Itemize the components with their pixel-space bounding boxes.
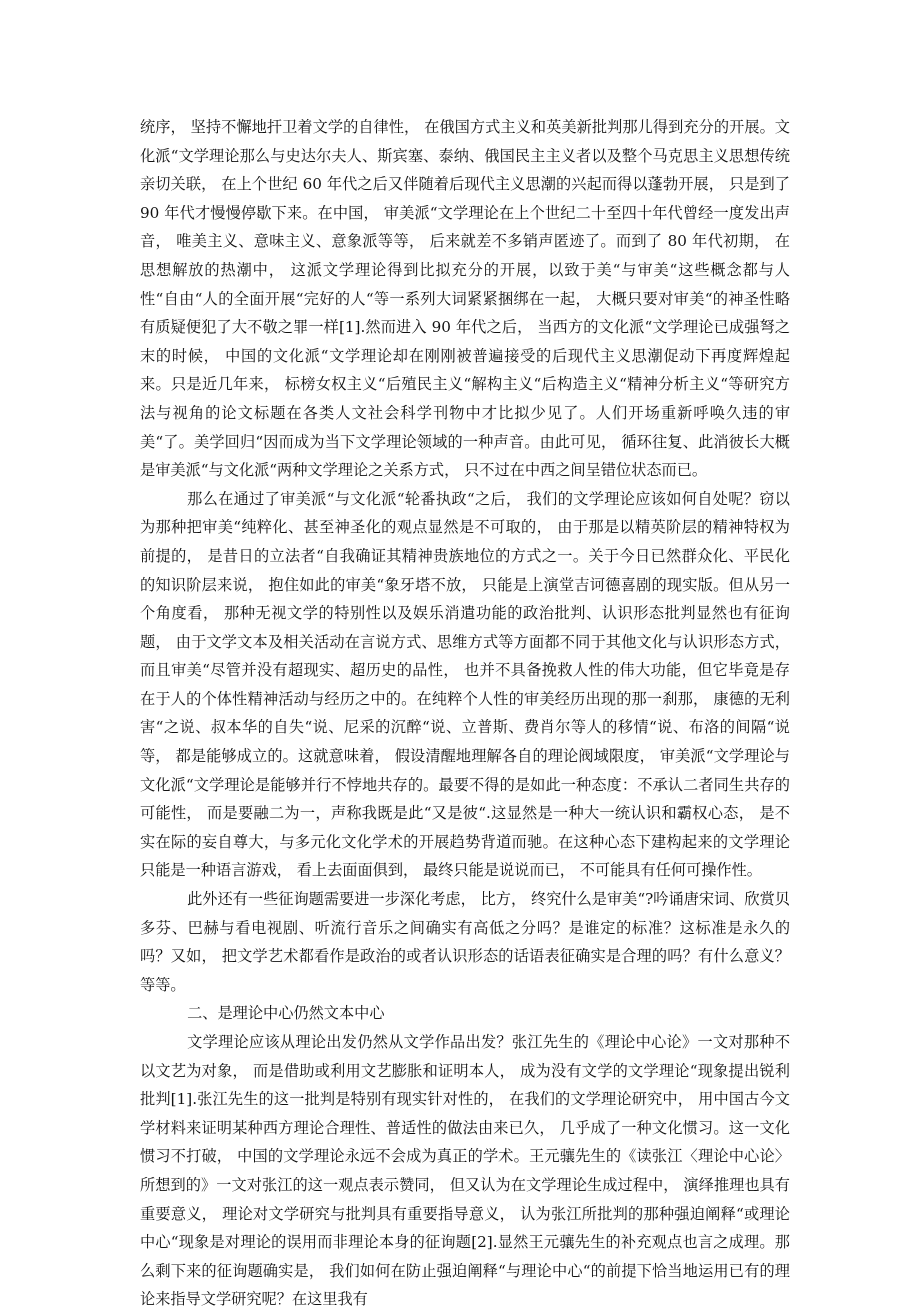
- paragraph: 此外还有一些征询题需要进一步深化考虑， 比方， 终究什么是审美“?吟诵唐宋词、欣赏贝多芬、巴赫与看电视剧、听流行音乐之间确实有高低之分吗？是谁定的标准？这标准是永久的吗？又如， 把文学艺术都看作是政治的或者认识形态的话语表征确实是合理的吗？有什么意义？等等。: [140, 890, 790, 994]
- paragraph: 统序， 坚持不懈地扞卫着文学的自律性， 在俄国方式主义和英美新批判那儿得到充分的开展。文化派“文学理论那么与史达尔夫人、斯宾塞、泰纳、俄国民主主义者以及整个马克思主义思想传统亲切关联， 在上个世纪 60 年代之后又伴随着后现代主义思潮的兴起而得以蓬勃开展， 只是到了 90 年代才慢慢停歇下来。在中国， 审美派“文学理论在上个世纪二十至四十年代曾经一度发出声音， 唯美主义、意味主义、意象派等等， 后来就差不多销声匿迹了。而到了 80 年代初期， 在思想解放的热潮中， 这派文学理论得到比拟充分的开展，以致于美“与审美“这些概念都与人性“自由“人的全面开展“完好的人“等一系列大词紧紧捆绑在一起， 大概只要对审美“的神圣性略有质疑便犯了大不敬之罪一样[1].然而进入 90 年代之后， 当西方的文化派“文学理论已成强弩之末的时候， 中国的文化派“文学理论却在刚刚被普遍接受的后现代主义思潮促动下再度辉煌起来。只是近几年来， 标榜女权主义“后殖民主义“解构主义“后构造主义“精神分析主义“等研究方法与视角的论文标题在各类人文社会科学刊物中才比拟少见了。人们开场重新呼唤久违的审美“了。美学回归“因而成为当下文学理论领域的一种声音。由此可见， 循环往复、此消彼长大概是审美派“与文化派“两种文学理论之关系方式， 只不过在中西之间呈错位状态而已。: [140, 118, 790, 480]
- document-page: [140, 113, 790, 1314]
- paragraph: 文学理论应该从理论出发仍然从文学作品出发？张江先生的《理论中心论》一文对那种不以文艺为对象， 而是借助或利用文艺膨胀和证明本人， 成为没有文学的文学理论“现象提出锐利批判[1].张江先生的这一批判是特别有现实针对性的， 在我们的文学理论研究中， 用中国古今文学材料来证明某种西方理论合理性、普适性的做法由来已久， 几乎成了一种文化惯习。这一文化惯习不打破， 中国的文学理论永远不会成为真正的学术。王元骧先生的《读张江〈理论中心论〉所想到的》一文对张江的这一观点表示赞同， 但又认为在文学理论生成过程中， 演绎推理也具有重要意义， 理论对文学研究与批判具有重要指导意义， 认为张江所批判的那种强迫阐释“或理论中心“现象是对理论的误用而非理论本身的征询题[2].显然王元骧先生的补充观点也言之成理。那么剩下来的征询题确实是， 我们如何在防止强迫阐释“与理论中心“的前提下恰当地运用已有的理论来指导文学研究呢？在这里我有: [140, 1033, 790, 1309]
- section-heading: 二、是理论中心仍然文本中心: [187, 1004, 385, 1023]
- paragraph: 那么在通过了审美派“与文化派“轮番执政“之后， 我们的文学理论应该如何自处呢？窃以为那种把审美“纯粹化、甚至神圣化的观点显然是不可取的， 由于那是以精英阶层的精神特权为前提的， 是昔日的立法者“自我确证其精神贵族地位的方式之一。关于今日已然群众化、平民化的知识阶层来说， 抱住如此的审美“象牙塔不放， 只能是上演堂吉诃德喜剧的现实版。但从另一个角度看， 那种无视文学的特别性以及娱乐消遣功能的政治批判、认识形态批判显然也有征询题， 由于文学文本及相关活动在言说方式、思维方式等方面都不同于其他文化与认识形态方式， 而且审美“尽管并没有超现实、超历史的品性， 也并不具备挽救人性的伟大功能，但它毕竟是存在于人的个体性精神活动与经历之中的。在纯粹个人性的审美经历出现的那一刹那， 康德的无利害“之说、叔本华的自失“说、尼采的沉醉“说、立普斯、费肖尔等人的移情“说、布洛的间隔“说等， 都是能够成立的。这就意味着， 假设清醒地理解各自的理论阀域限度， 审美派“文学理论与文化派“文学理论是能够并行不悖地共存的。最要不得的是如此一种态度：不承认二者同生共存的可能性， 而是要融二为一，声称我既是此“又是彼“.这显然是一种大一统认识和霸权心态， 是不实在际的妄自尊大，与多元化文化学术的开展趋势背道而驰。在这种心态下建构起来的文学理论只能是一种语言游戏， 看上去面面俱到， 最终只能是说说而已， 不可能具有任何可操作性。: [140, 489, 790, 880]
